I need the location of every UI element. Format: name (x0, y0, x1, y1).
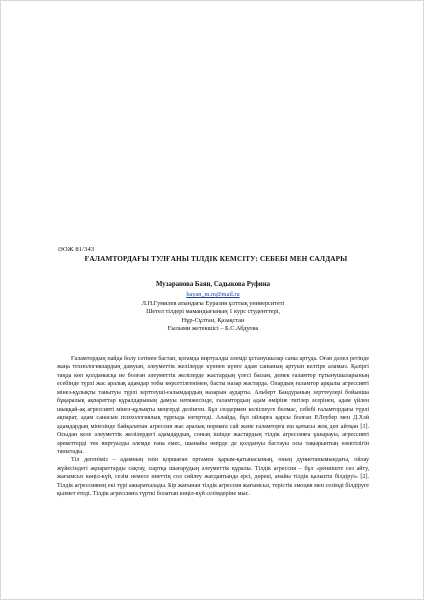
affiliation-students: Шетел тілдері мамандығының 1 курс студенттері, (146, 308, 280, 316)
udc-code: ӘОЖ 81/343 (58, 246, 95, 253)
affiliation-city: Нұр-Сұлтан, Қазақстан (181, 316, 245, 324)
authors: Музаранова Баян, Садыкова Руфина (155, 281, 271, 288)
paragraph: Ғаламтордың пайда болу сәтінен бастап, қоғамда виртуалды әлемді ұстанушылар саны артуда. Оған дәлел ретінде жаңа технологиялардың дамуын, әлеуметтік желілерде күннен күнге адам санының артуын келтіре аламыз. Қазіргі таңда көп қолданысқа ие болған әлеуметтік желілерде жастардың үлесі басым, демек ғаламтор тұтынушыларының есебінде түрлі жас аралық адамдар тобы көрсетілгенімен, басты назар жастарда. Олардың ғаламтор арқылы агрессивті мінез-құлықты танытуы түрлі зерттеуші-ғалымдардың назарын аударты. Альберт Бандураның зерттеулері бойынша бұқаралық ақпараттар құралдарының дамуы нәтижесінде, ғаламтордың адам өміріне тигізер әсерінен, адам үйлен шыққай-ақ агрессивті мінез-құлықты меңгерді делінген. Бұл сөздермен келіспеуге болмас, себебі ғаламтордағы түрлі ақпарат, адам санасын психологиялық тұрғыда өзгертеді. Алайда, бұл ойларға қарсы болған Р.Лоубер мен Д.Хэй адамдардың мінезінде байқалатын агрессия жас аралық нормаға сай және ғаламторға еш қатысы жоқ деп айтқан [1]. Осыдан келе әлеуметтік желілердегі адамдардың, соның ішінде жастардың тілдік агрессияға ұшырауы, агрессивті әрекеттерді тек виртуалды әлемде ғана емес, шынайы өмірде де қолдануы бастауы осы тақырыптың өзектілігін танытады. (57, 356, 369, 455)
article-body (57, 355, 369, 499)
affiliation-university: Л.Н.Гумилев атындағы Еуразия ұлттық университеті (141, 299, 285, 307)
article-title: ҒАЛАМТОРДАҒЫ ТУЛҒАНЫ ТІЛДІК КЕМСІТУ: СЕБЕБІ МЕН САЛДАРЫ (84, 255, 348, 263)
affiliation-supervisor: Ғылыми жетекшісі – Б.С.Абдуова (167, 325, 259, 333)
email-link[interactable]: bayan_m.m@mail.ru (186, 291, 240, 298)
author-details (1, 291, 424, 334)
paragraph: Тіл дегеніміз – адамның өзін қоршаған ортамен қарым-қатынасының, оның дүниетанымындағы, ойлау жүйесіндегі ақпараттарды сақтау, сыртқа шығарудың әлеуметтік құралы. Тілдік агрессия – бұл «рениіште сөз айту, жағымсыз көңіл-күй, сезім немесе ниеттің сол сөйлеу жағдаятында ерсі, дөрекі, анайы тілдік қалыпта білдіруі» [2]. Тілдік агрессиянең екі түрі ажыратылады. Бір жағынан тілдік агрессия жағымсыз, терістік эмоция мен сезімді білдіруге қызмет етеді. Тілдік агрессияға түрткі болатын көңіл-күй сезімдеріне мыс. (57, 457, 369, 498)
